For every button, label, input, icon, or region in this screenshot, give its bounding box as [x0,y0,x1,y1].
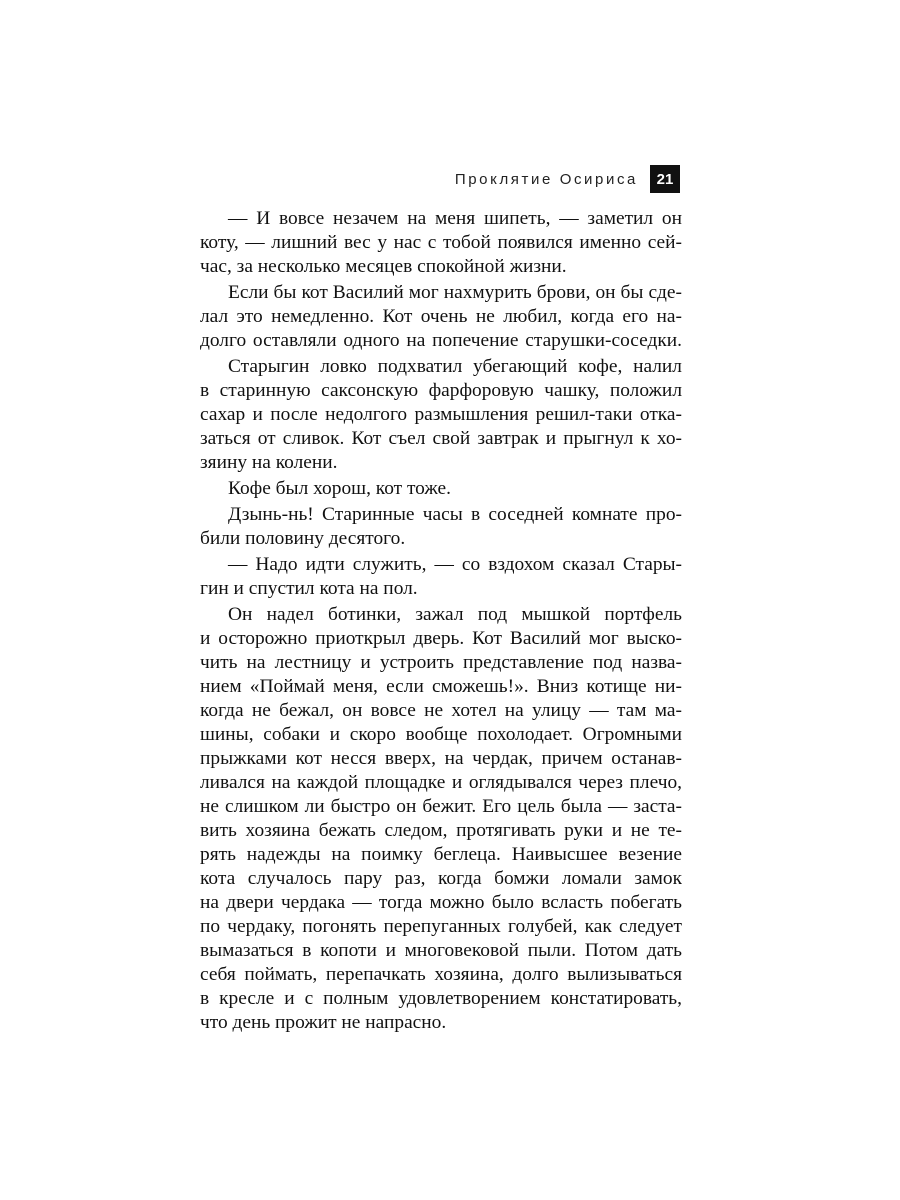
text-line: долго оставляли одного на попечение старушки-соседки. [200,330,682,351]
text-line: заться от сливок. Кот съел свой завтрак и прыгнул к хо- [200,428,682,449]
text-line: рять надежды на поимку беглеца. Наивысшее везение [200,844,682,865]
text-line: Дзынь-нь! Старинные часы в соседней комнате про- [228,504,682,525]
text-line: на двери чердака — тогда можно было всласть побегать [200,892,682,913]
text-line: себя поймать, перепачкать хозяина, долго вылизываться [200,964,682,985]
text-line: прыжками кот несся вверх, на чердак, причем останав- [200,748,682,769]
text-line: — И вовсе незачем на меня шипеть, — заметил он [228,208,682,229]
text-line: в старинную саксонскую фарфоровую чашку, положил [200,380,682,401]
text-line: и осторожно приоткрыл дверь. Кот Василий мог выско- [200,628,682,649]
text-line: Он надел ботинки, зажал под мышкой портфель [228,604,682,625]
text-line: гин и спустил кота на пол. [200,578,418,599]
text-line: шины, собаки и скоро вообще похолодает. Огромными [200,724,682,745]
text-line: кота случалось пару раз, когда бомжи ломали замок [200,868,682,889]
text-line: Кофе был хорош, кот тоже. [228,478,451,499]
text-line: били половину десятого. [200,528,406,549]
text-line: час, за несколько месяцев спокойной жизни. [200,256,567,277]
text-line: ливался на каждой площадке и оглядывался через плечо, [200,772,682,793]
text-line: вымазаться в копоти и многовековой пыли. Потом дать [200,940,682,961]
text-line: Старыгин ловко подхватил убегающий кофе, налил [228,356,682,377]
page-number: 21 [650,165,680,193]
text-line: сахар и после недолгого размышления решил-таки отка- [200,404,682,425]
text-line: не слишком ли быстро он бежит. Его цель была — заста- [200,796,682,817]
body-text [200,207,682,1035]
text-line: по чердаку, погонять перепуганных голубей, как следует [200,916,682,937]
text-line: чить на лестницу и устроить представление под назва- [200,652,682,673]
text-line: лал это немедленно. Кот очень не любил, когда его на- [200,306,682,327]
text-line: когда не бежал, он вовсе не хотел на улицу — там ма- [200,700,682,721]
running-header [220,164,680,194]
text-line: вить хозяина бежать следом, протягивать руки и не те- [200,820,682,841]
running-title: Проклятие Осириса [454,170,638,188]
text-line: коту, — лишний вес у нас с тобой появился именно сей- [200,232,682,253]
text-line: что день прожит не напрасно. [200,1012,447,1033]
text-line: нием «Поймай меня, если сможешь!». Вниз котище ни- [200,676,682,697]
text-line: — Надо идти служить, — со вздохом сказал Стары- [228,554,682,575]
text-line: зяину на колени. [200,452,338,473]
text-line: в кресле и с полным удовлетворением констатировать, [200,988,682,1009]
text-line: Если бы кот Василий мог нахмурить брови, он бы сде- [228,282,682,303]
